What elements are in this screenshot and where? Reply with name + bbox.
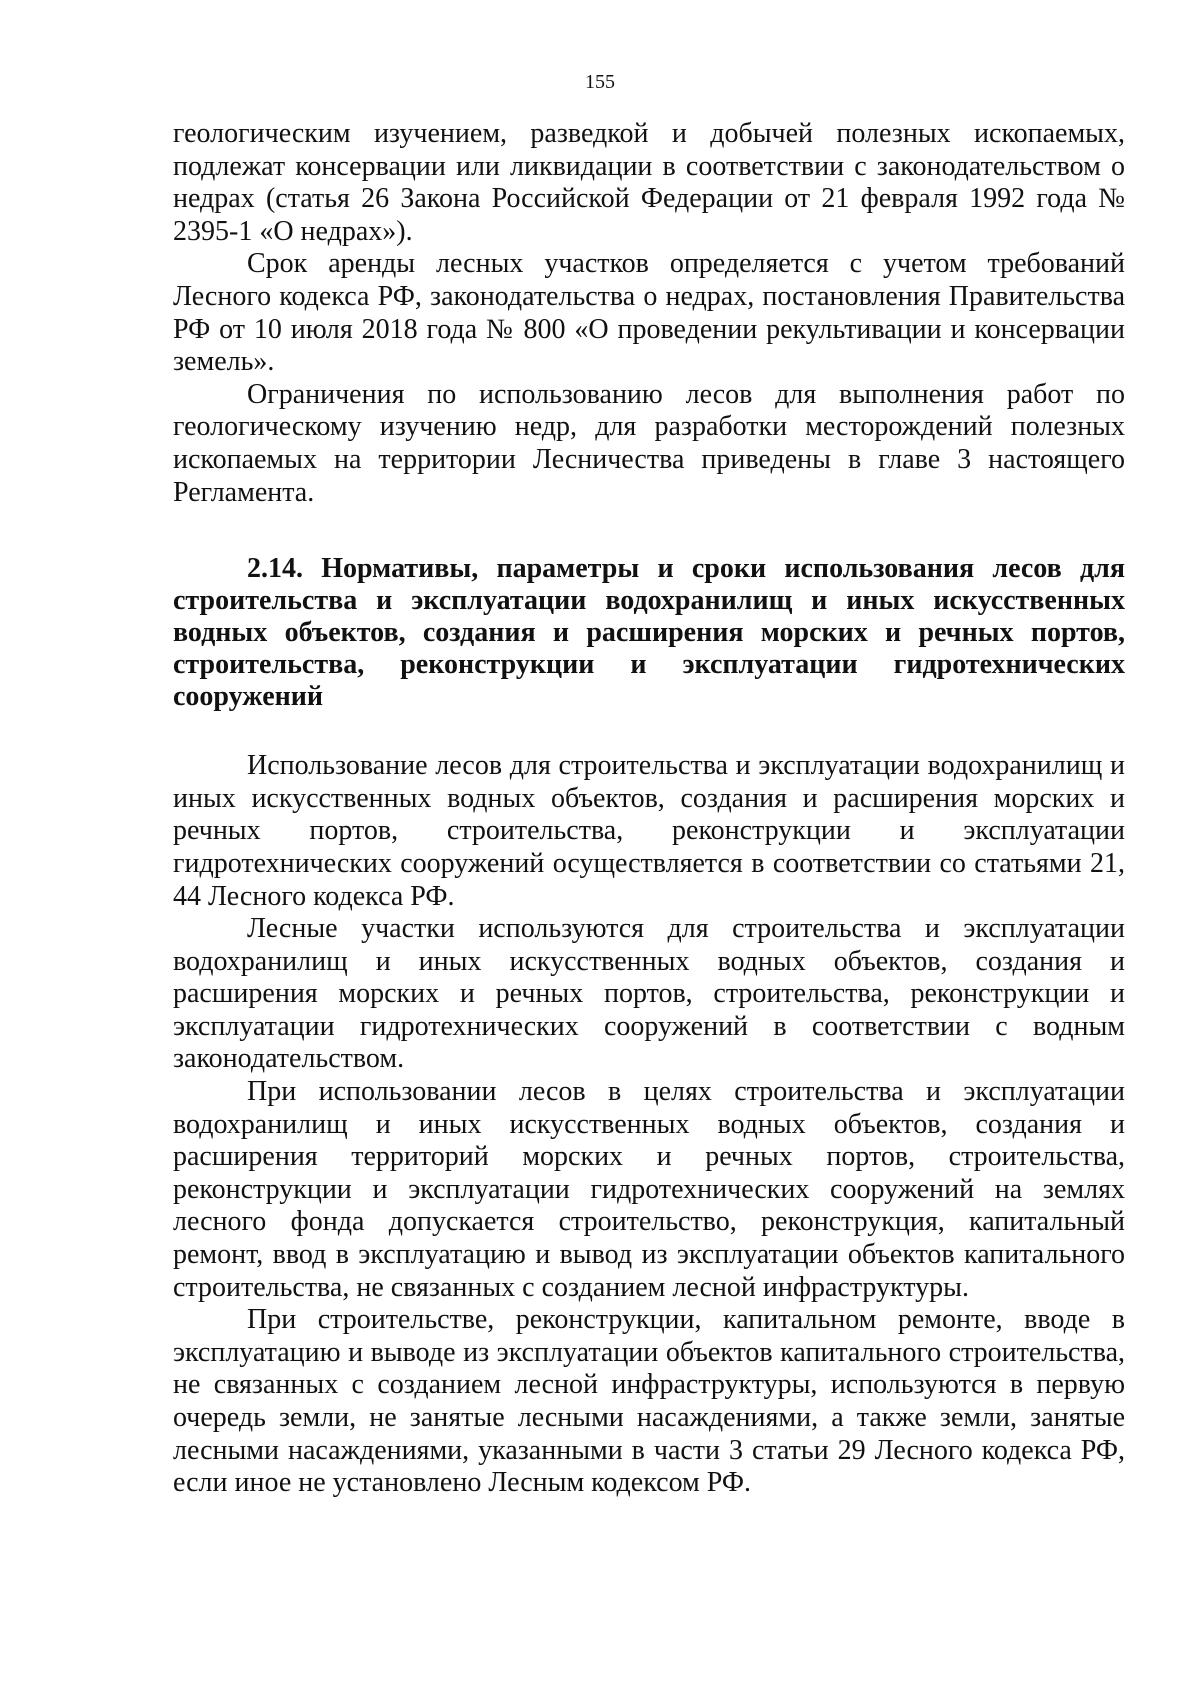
section-paragraph-3: При использовании лесов в целях строительства и эксплуатации водохранилищ и иных искусственных водных объектов, создания и расширения территорий морских и речных портов, строительства, реконструкции и эксплуатации гидротехнических сооружений на землях лесного фонда допускается строительство, реконструкция, капитальный ремонт, ввод в эксплуатацию и вывод из эксплуатации объектов капитального строительства, не связанных с созданием лесной инфраструктуры. — [173, 1076, 1125, 1303]
paragraph-continuation: геологическим изучением, разведкой и добычей полезных ископаемых, подлежат консервации или ликвидации в соответствии с законодательством о недрах (статья 26 Закона Российской Федерации от 21 февраля 1992 года № 2395-1 «О недрах»). — [173, 118, 1125, 247]
body-text — [173, 118, 1125, 1500]
section-heading: 2.14. Нормативы, параметры и сроки использования лесов для строительства и эксплуатации водохранилищ и иных искусственных водных объектов, создания и расширения морских и речных портов, строительства, реконструкции и эксплуатации гидротехнических сооружений — [173, 553, 1125, 713]
section-paragraph-1: Использование лесов для строительства и эксплуатации водохранилищ и иных искусственных водных объектов, создания и расширения морских и речных портов, строительства, реконструкции и эксплуатации гидротехнических сооружений осуществляется в соответствии со статьями 21, 44 Лесного кодекса РФ. — [173, 750, 1125, 912]
paragraph-lease-term: Срок аренды лесных участков определяется с учетом требований Лесного кодекса РФ, законодательства о недрах, постановления Правительства РФ от 10 июля 2018 года № 800 «О проведении рекультивации и консервации земель». — [173, 248, 1125, 378]
section-paragraph-2: Лесные участки используются для строительства и эксплуатации водохранилищ и иных искусственных водных объектов, создания и расширения морских и речных портов, строительства, реконструкции и эксплуатации гидротехнических сооружений в соответствии с водным законодательством. — [173, 913, 1125, 1075]
page-number: 155 — [585, 71, 615, 93]
section-paragraph-4: При строительстве, реконструкции, капитальном ремонте, вводе в эксплуатацию и выводе из эксплуатации объектов капитального строительства, не связанных с созданием лесной инфраструктуры, используются в первую очередь земли, не занятые лесными насаждениями, а также земли, занятые лесными насаждениями, указанными в части 3 статьи 29 Лесного кодекса РФ, если иное не установлено Лесным кодексом РФ. — [173, 1304, 1125, 1499]
paragraph-restrictions: Ограничения по использованию лесов для выполнения работ по геологическому изучению недр, для разработки месторождений полезных ископаемых на территории Лесничества приведены в главе 3 настоящего Регламента. — [173, 378, 1125, 508]
